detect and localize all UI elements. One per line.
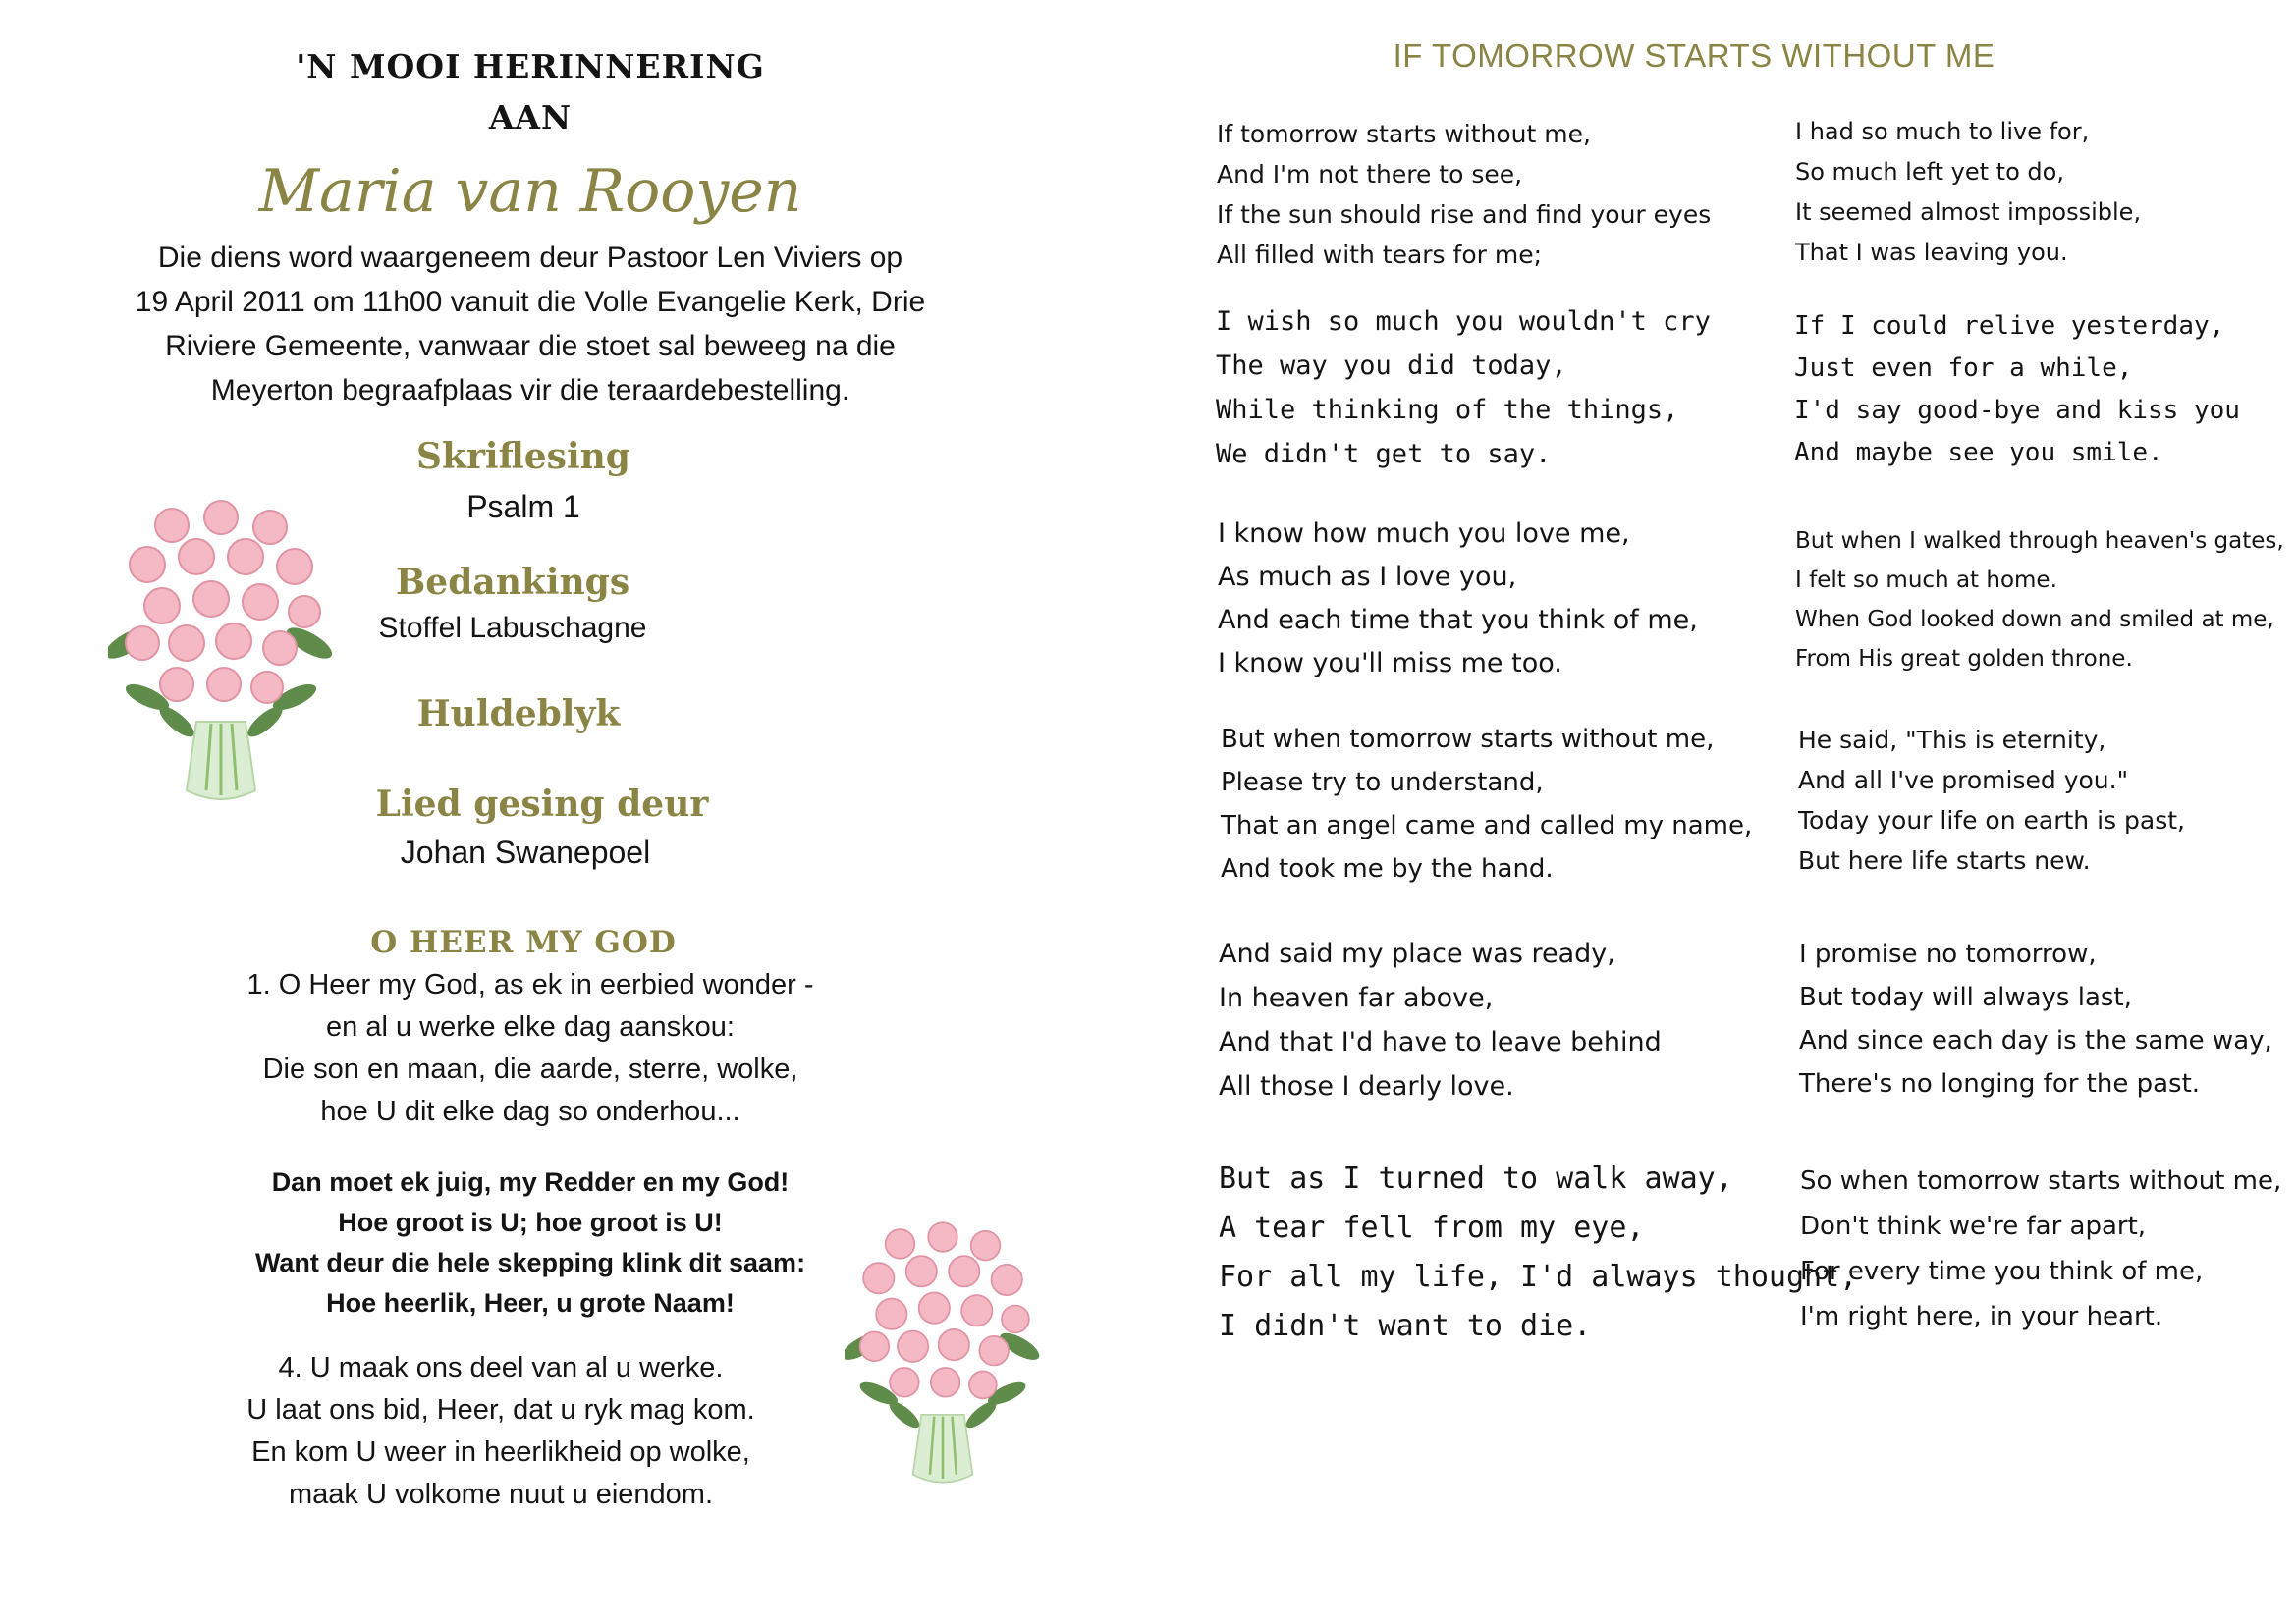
hymn-line: 1. O Heer my God, as ek in eerbied wonder - (246, 969, 814, 1001)
poem-line: If tomorrow starts without me, (1217, 120, 1591, 148)
right-panel (1144, 0, 2296, 1624)
hymn-line: Die son en maan, die aarde, sterre, wolke, (262, 1054, 798, 1085)
poem-line: We didn't get to say. (1216, 439, 1552, 469)
poem-stanza (1800, 1159, 2281, 1339)
poem-stanza (1795, 521, 2284, 678)
vase (187, 722, 255, 799)
hymn-line: hoe U dit elke dag so onderhou... (320, 1096, 740, 1127)
poem-line: And took me by the hand. (1221, 854, 1554, 884)
poem-stanza (1795, 112, 2141, 273)
left-panel (0, 0, 1144, 1624)
vase (913, 1415, 973, 1483)
poem-line: I promise no tomorrow, (1799, 940, 2097, 969)
poem-line: So when tomorrow starts without me, (1800, 1166, 2282, 1196)
poem-title: IF TOMORROW STARTS WITHOUT ME (1393, 37, 1995, 74)
hymn-title: O HEER MY GOD (370, 925, 677, 960)
heading-line-1: 'N MOOI HERINNERING (296, 47, 765, 85)
poem-line: But as I turned to walk away, (1219, 1162, 1733, 1196)
roses (126, 501, 320, 703)
hymn-verse-1 (216, 964, 845, 1133)
section-title-huldeblyk: Huldeblyk (416, 693, 621, 734)
poem-line: If the sun should rise and find your eyes (1217, 200, 1712, 229)
hymn-chorus (216, 1163, 845, 1324)
poem-stanza (1218, 513, 1698, 685)
section-title-lied: Lied gesing deur (375, 784, 709, 825)
section-title-skriflesing: Skriflesing (416, 436, 630, 477)
roses (860, 1222, 1029, 1398)
hymn-line: 4. U maak ons deel van al u werke. (278, 1352, 724, 1383)
poem-line: There's no longing for the past. (1799, 1069, 2201, 1099)
chorus-line: Dan moet ek juig, my Redder en my God! (271, 1167, 790, 1197)
poem-line: The way you did today, (1216, 351, 1567, 381)
poem-line: And that I'd have to leave behind (1219, 1027, 1662, 1057)
chorus-line: Hoe heerlik, Heer, u grote Naam! (326, 1288, 735, 1318)
poem-line: I had so much to live for, (1795, 118, 2090, 145)
poem-line: Don't think we're far apart, (1800, 1212, 2147, 1241)
rose-bouquet-image (108, 496, 334, 810)
poem-line: He said, "This is eternity, (1798, 726, 2106, 754)
poem-line: That an angel came and called my name, (1221, 811, 1753, 840)
deceased-name: Maria van Rooyen (258, 157, 802, 226)
poem-line: All filled with tears for me; (1217, 241, 1542, 269)
hymn-line: maak U volkome nuut u eiendom. (289, 1479, 713, 1510)
poem-line: But when tomorrow starts without me, (1221, 725, 1715, 754)
poem-line: From His great golden throne. (1795, 646, 2133, 672)
poem-stanza (1798, 720, 2185, 881)
poem-line: But when I walked through heaven's gates, (1795, 528, 2284, 554)
poem-line: I didn't want to die. (1219, 1309, 1592, 1343)
poem-stanza (1219, 1155, 1857, 1351)
poem-line: And I'm not there to see, (1217, 160, 1523, 189)
poem-stanza (1799, 933, 2272, 1106)
poem-line: And each time that you think of me, (1218, 605, 1698, 635)
poem-line: As much as I love you, (1218, 562, 1517, 592)
poem-line: And all I've promised you." (1798, 766, 2129, 794)
poem-line: I felt so much at home. (1795, 568, 2057, 593)
poem-stanza (1221, 718, 1752, 891)
poem-line: I'd say good-bye and kiss you (1794, 396, 2240, 425)
poem-line: I wish so much you wouldn't cry (1216, 306, 1711, 337)
poem-line: It seemed almost impossible, (1795, 198, 2142, 226)
poem-line: For every time you think of me, (1800, 1257, 2204, 1286)
service-line: Die diens word waargeneem deur Pastoor Len Viviers op (157, 242, 903, 274)
poem-line: And since each day is the same way, (1799, 1026, 2272, 1056)
poem-line: While thinking of the things, (1216, 395, 1679, 425)
hymn-line: U laat ons bid, Heer, dat u ryk mag kom. (246, 1394, 755, 1426)
chorus-line: Hoe groot is U; hoe groot is U! (338, 1208, 723, 1237)
section-title-bedankings: Bedankings (395, 562, 630, 603)
service-line: Riviere Gemeente, vanwaar die stoet sal beweeg na die (165, 330, 896, 362)
poem-line: Just even for a while, (1794, 353, 2133, 383)
poem-line: I know you'll miss me too. (1218, 648, 1562, 678)
poem-line: And maybe see you smile. (1794, 438, 2163, 467)
poem-line: Please try to understand, (1221, 768, 1544, 797)
rose-bouquet-image-2 (845, 1203, 1041, 1507)
poem-line: A tear fell from my eye, (1219, 1211, 1645, 1245)
poem-line: When God looked down and smiled at me, (1795, 607, 2274, 632)
poem-stanza (1794, 305, 2240, 474)
poem-line: But here life starts new. (1798, 846, 2091, 875)
service-details (98, 236, 962, 412)
poem-line: In heaven far above, (1219, 983, 1494, 1013)
poem-line: For all my life, I'd always thought, (1219, 1260, 1858, 1294)
poem-line: All those I dearly love. (1219, 1071, 1514, 1102)
poem-stanza (1217, 114, 1711, 275)
heading-line-2: AAN (488, 98, 573, 136)
poem-line: Today your life on earth is past, (1798, 806, 2185, 835)
poem-line: So much left yet to do, (1795, 158, 2064, 186)
hymn-line: En kom U weer in heerlikheid op wolke, (251, 1436, 750, 1468)
poem-line: I know how much you love me, (1218, 518, 1630, 549)
hymn-verse-4 (187, 1347, 815, 1516)
poem-line: But today will always last, (1799, 983, 2132, 1012)
poem-line: I'm right here, in your heart. (1800, 1302, 2163, 1331)
section-value-skriflesing: Psalm 1 (466, 489, 580, 524)
hymn-line: en al u werke elke dag aanskou: (326, 1011, 735, 1043)
service-line: Meyerton begraafplaas vir die teraardebestelling. (210, 374, 850, 406)
chorus-line: Want deur die hele skepping klink dit saam: (254, 1248, 806, 1277)
poem-line: That I was leaving you. (1795, 239, 2068, 266)
service-line: 19 April 2011 om 11h00 vanuit die Volle Evangelie Kerk, Drie (135, 286, 926, 318)
poem-stanza (1216, 299, 1711, 476)
poem-line: If I could relive yesterday, (1794, 311, 2225, 341)
poem-line: And said my place was ready, (1219, 939, 1615, 969)
section-value-lied: Johan Swanepoel (400, 835, 651, 870)
poem-stanza (1219, 932, 1662, 1109)
section-value-bedankings: Stoffel Labuschagne (378, 612, 647, 644)
